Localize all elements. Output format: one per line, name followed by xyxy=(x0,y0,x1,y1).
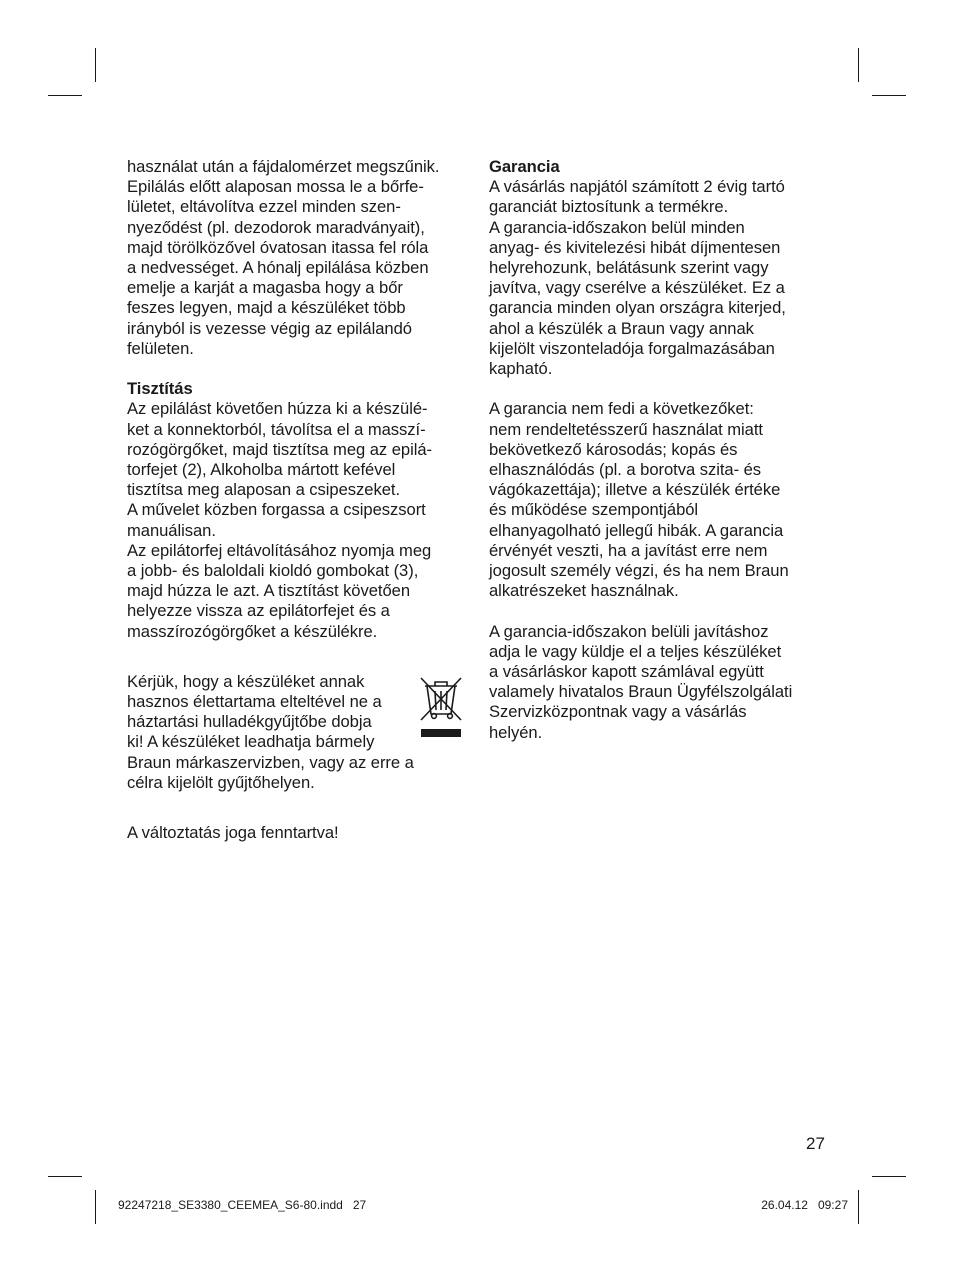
warranty-line: kapható. xyxy=(489,359,553,379)
page-number: 27 xyxy=(806,1134,825,1153)
cleaning-paragraph xyxy=(127,399,472,641)
disposal-line: Kérjük, hogy a készüléket annak xyxy=(127,671,365,691)
closing-note: A változtatás joga fenntartva! xyxy=(127,823,339,843)
cleaning-line: helyezze vissza az epilátorfejet és a xyxy=(127,601,390,621)
cleaning-heading: Tisztítás xyxy=(127,379,193,399)
footer-file-info: 92247218_SE3380_CEEMEA_S6-80.indd 27 xyxy=(118,1198,367,1212)
exclusions-line: nem rendeltetésszerű használat miatt xyxy=(489,419,763,439)
intro-line: lületet, eltávolítva ezzel minden szen- xyxy=(127,197,401,217)
disposal-line: Braun márkaszervizben, vagy az erre a xyxy=(127,752,414,772)
crop-mark-top-left-v xyxy=(95,48,96,82)
intro-line: használat után a fájdalomérzet megszűnik. xyxy=(127,157,440,176)
cleaning-line: majd húzza le azt. A tisztítást követően xyxy=(127,581,411,601)
crop-mark-top-right-v xyxy=(858,48,859,82)
warranty-line: ahol a készülék a Braun vagy annak xyxy=(489,318,754,338)
exclusions-line: A garancia nem fedi a következőket: xyxy=(489,399,754,419)
warranty-heading: Garancia xyxy=(489,157,560,176)
cleaning-line: manuálisan. xyxy=(127,520,216,540)
intro-line: irányból is vezesse végig az epilálandó xyxy=(127,318,412,338)
cleaning-line: a jobb- és baloldali kioldó gombokat (3), xyxy=(127,561,419,581)
intro-line: felületen. xyxy=(127,338,194,358)
footer-datetime: 26.04.12 09:27 xyxy=(761,1198,848,1212)
cleaning-line: rozógörgőket, majd tisztítsa meg az epilá- xyxy=(127,439,433,459)
exclusions-line: bekövetkező károsodás; kopás és xyxy=(489,439,738,459)
service-paragraph xyxy=(489,622,834,743)
service-line: a vásárláskor kapott számlával együtt xyxy=(489,662,764,682)
intro-line: feszes legyen, majd a készüléket több xyxy=(127,298,406,318)
intro-line: a nedvességet. A hónalj epilálása közben xyxy=(127,258,429,278)
cleaning-line: A művelet közben forgassa a csipeszsort xyxy=(127,500,426,520)
service-line: adja le vagy küldje el a teljes készüléket xyxy=(489,641,782,661)
exclusions-line: vágókazettája); illetve a készülék értéke xyxy=(489,480,781,500)
cleaning-line: Az epilálást követően húzza ki a készülé- xyxy=(127,399,428,419)
left-column xyxy=(127,157,472,843)
service-line: A garancia-időszakon belüli javításhoz xyxy=(489,621,769,641)
exclusions-line: elhasználódás (pl. a borotva szita- és xyxy=(489,460,762,480)
intro-line: majd törölközővel óvatosan itassa fel róla xyxy=(127,237,429,257)
cleaning-line: torfejet (2), Alkoholba mártott kefével xyxy=(127,460,396,480)
warranty-line: garanciát biztosítunk a termékre. xyxy=(489,197,729,217)
service-line: Szervizközpontnak vagy a vásárlás xyxy=(489,702,747,722)
exclusions-paragraph xyxy=(489,399,834,601)
warranty-line: garancia minden olyan országra kiterjed, xyxy=(489,298,786,318)
warranty-line: anyag- és kivitelezési hibát díjmentesen xyxy=(489,237,781,257)
crop-mark-top-left-h xyxy=(48,95,82,96)
crossed-out-wheelie-bin-icon xyxy=(417,674,465,740)
disposal-line: hasznos élettartama elteltével ne a xyxy=(127,692,382,712)
right-column xyxy=(489,157,834,743)
crop-mark-bottom-right-h xyxy=(872,1176,906,1177)
warranty-line: A garancia-időszakon belül minden xyxy=(489,217,745,237)
crop-mark-bottom-left-h xyxy=(48,1176,82,1177)
cleaning-line: ket a konnektorból, távolítsa el a masszí- xyxy=(127,419,426,439)
crop-mark-bottom-left-v xyxy=(95,1190,96,1224)
service-line: helyén. xyxy=(489,722,543,742)
exclusions-line: elhanyagolható jellegű hibák. A garancia xyxy=(489,520,784,540)
intro-paragraph xyxy=(127,157,472,359)
warranty-line: helyrehozunk, belátásunk szerint vagy xyxy=(489,258,769,278)
crop-mark-bottom-right-v xyxy=(858,1190,859,1224)
disposal-line: háztartási hulladékgyűjtőbe dobja xyxy=(127,712,372,732)
exclusions-line: és működése szempontjából xyxy=(489,500,699,520)
cleaning-line: tisztítsa meg alaposan a csipeszeket. xyxy=(127,480,401,500)
disposal-line: ki! A készüléket leadhatja bármely xyxy=(127,732,375,752)
intro-line: emelje a karját a magasba hogy a bőr xyxy=(127,278,403,298)
exclusions-line: alkatrészeket használnak. xyxy=(489,581,679,601)
intro-line: nyeződést (pl. dezodorok maradványait), xyxy=(127,217,425,237)
warranty-line: javítva, vagy cserélve a készüléket. Ez a xyxy=(489,278,785,298)
disposal-line: célra kijelölt gyűjtőhelyen. xyxy=(127,772,315,792)
crop-mark-top-right-h xyxy=(872,95,906,96)
warranty-paragraph xyxy=(489,177,834,379)
warranty-line: kijelölt viszonteladója forgalmazásában xyxy=(489,338,775,358)
warranty-line: A vásárlás napjától számított 2 évig tartó xyxy=(489,177,785,197)
cleaning-line: Az epilátorfej eltávolításához nyomja meg xyxy=(127,540,432,560)
intro-line: Epilálás előtt alaposan mossa le a bőrfe- xyxy=(127,177,424,197)
cleaning-line: masszírozógörgőket a készülékre. xyxy=(127,621,378,641)
exclusions-line: érvényét veszti, ha a javítást erre nem xyxy=(489,540,768,560)
exclusions-line: jogosult személy végzi, és ha nem Braun xyxy=(489,561,789,581)
service-line: valamely hivatalos Braun Ügyfélszolgálati xyxy=(489,682,793,702)
